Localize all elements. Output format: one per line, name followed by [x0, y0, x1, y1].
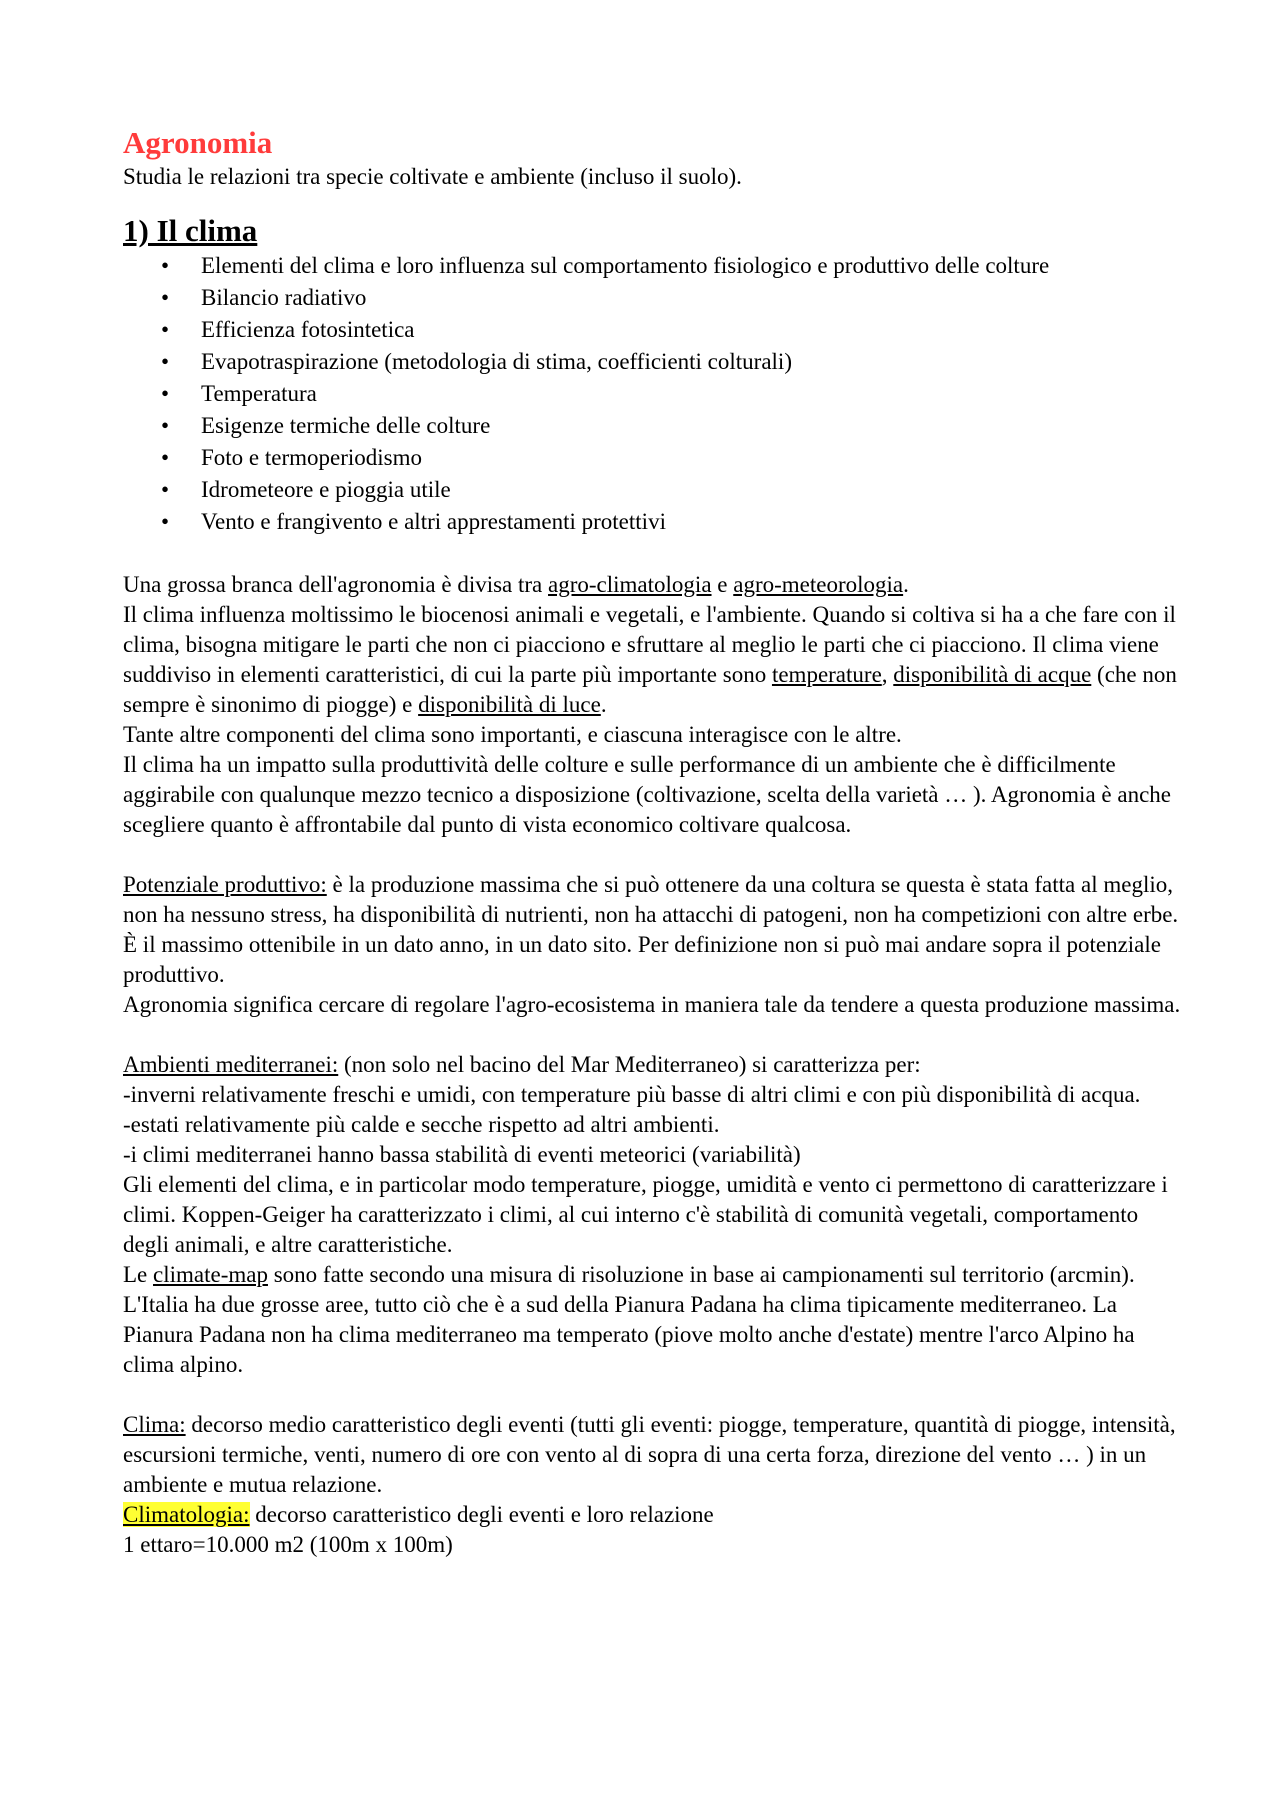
- list-item: • Bilancio radiativo: [123, 282, 1183, 314]
- term-agro-meteorologia: agro-meteorologia: [733, 572, 904, 597]
- term-clima: Clima:: [123, 1412, 186, 1437]
- term-climatologia-highlighted: Climatologia:: [123, 1502, 250, 1527]
- document-subtitle: Studia le relazioni tra specie coltivate e ambiente (incluso il suolo).: [123, 164, 742, 189]
- document-page: [123, 124, 1183, 1560]
- text-line: -inverni relativamente freschi e umidi, con temperature più basse di altri climi e con più disponibilità di acqua.: [123, 1082, 1141, 1107]
- term-disponibilita-luce: disponibilità di luce: [418, 692, 601, 717]
- bullet-icon: •: [161, 413, 170, 438]
- paragraph-clima-influenza: Il clima influenza moltissimo le biocenosi animali e vegetali, e l'ambiente. Quando si coltiva si ha a che fare con il clima, bisogna mitigare le parti che non ci piacciono e sfruttare al meglio le parti che ci piacciono. Il clima viene suddiviso in elementi caratteristici, di cui la parte più importante sono temperature, disponibilità di acque (che non sempre è sinonimo di piogge) e disponibilità di luce.: [123, 602, 1177, 717]
- term-climate-map: climate-map: [153, 1262, 268, 1287]
- list-item: • Vento e frangivento e altri apprestamenti protettivi: [123, 506, 1183, 538]
- paragraph-agronomia-significa: Agronomia significa cercare di regolare l'agro-ecosistema in maniera tale da tendere a questa produzione massima.: [123, 992, 1181, 1017]
- bullet-icon: •: [161, 381, 170, 406]
- document-title: Agronomia: [123, 125, 273, 160]
- bullet-icon: •: [161, 349, 170, 374]
- bullet-icon: •: [161, 477, 170, 502]
- paragraph-mediterranei: Ambienti mediterranei: (non solo nel bacino del Mar Mediterraneo) si caratterizza per:: [123, 1052, 921, 1077]
- paragraph-ettaro: 1 ettaro=10.000 m2 (100m x 100m): [123, 1532, 453, 1557]
- term-ambienti-mediterranei: Ambienti mediterranei:: [123, 1052, 339, 1077]
- term-temperature: temperature: [771, 662, 882, 687]
- list-item: • Idrometeore e pioggia utile: [123, 474, 1183, 506]
- section-heading-clima: 1) Il clima: [123, 213, 258, 248]
- list-item: • Foto e termoperiodismo: [123, 442, 1183, 474]
- paragraph-italia: L'Italia ha due grosse aree, tutto ciò che è a sud della Pianura Padana ha clima tipicamente mediterraneo. La Pianura Padana non ha clima mediterraneo ma temperato (piove molto anche d'estate) mentre l'arco Alpino ha clima alpino.: [123, 1292, 1135, 1377]
- bullet-icon: •: [161, 317, 170, 342]
- text-line: -i climi mediterranei hanno bassa stabilità di eventi meteorici (variabilità): [123, 1142, 801, 1167]
- term-disponibilita-acque: disponibilità di acque: [893, 662, 1092, 687]
- text-line: -estati relativamente più calde e secche rispetto ad altri ambienti.: [123, 1112, 720, 1137]
- list-item: • Evapotraspirazione (metodologia di stima, coefficienti colturali): [123, 346, 1183, 378]
- bullet-icon: •: [161, 509, 170, 534]
- term-agro-climatologia: agro-climatologia: [548, 572, 712, 597]
- text-line: Gli elementi del clima, e in particolar modo temperature, piogge, umidità e vento ci permettono di caratterizzare i climi. Koppen-Geiger ha caratterizzato i climi, al cui interno c'è stabilità di comunità vegetali, comportamento degli animali, e altre caratteristiche.: [123, 1172, 1168, 1257]
- list-item: • Esigenze termiche delle colture: [123, 410, 1183, 442]
- list-item: • Efficienza fotosintetica: [123, 314, 1183, 346]
- clima-topics-list: [123, 250, 1183, 538]
- paragraph-climatologia: Climatologia: decorso caratteristico degli eventi e loro relazione: [123, 1502, 714, 1527]
- paragraph-clima-definizione: Clima: decorso medio caratteristico degli eventi (tutti gli eventi: piogge, temperature, quantità di piogge, intensità, escursioni termiche, venti, numero di ore con vento al di sopra di una certa forza, direzione del vento … ) in un ambiente e mutua relazione.: [123, 1412, 1176, 1497]
- term-potenziale-produttivo: Potenziale produttivo:: [123, 872, 327, 897]
- paragraph-branca: Una grossa branca dell'agronomia è divisa tra agro-climatologia e agro-meteorologia.: [123, 572, 909, 597]
- list-item: • Elementi del clima e loro influenza sul comportamento fisiologico e produttivo delle colture: [123, 250, 1183, 282]
- bullet-icon: •: [161, 445, 170, 470]
- paragraph-impatto: Il clima ha un impatto sulla produttività delle colture e sulle performance di un ambiente che è difficilmente aggirabile con qualunque mezzo tecnico a disposizione (coltivazione, scelta della varietà … ). Agronomia è anche scegliere quanto è affrontabile dal punto di vista economico coltivare qualcosa.: [123, 752, 1171, 837]
- paragraph-potenziale: Potenziale produttivo: è la produzione massima che si può ottenere da una coltura se questa è stata fatta al meglio, non ha nessuno stress, ha disponibilità di nutrienti, non ha attacchi di patogeni, non ha competizioni con altre erbe. È il massimo ottenibile in un dato anno, in un dato sito. Per definizione non si può mai andare sopra il potenziale produttivo.: [123, 872, 1179, 987]
- bullet-icon: •: [161, 285, 170, 310]
- bullet-icon: •: [161, 253, 170, 278]
- paragraph-climate-map: Le climate-map sono fatte secondo una misura di risoluzione in base ai campionamenti sul territorio (arcmin).: [123, 1262, 1135, 1287]
- list-item: • Temperatura: [123, 378, 1183, 410]
- paragraph-componenti: Tante altre componenti del clima sono importanti, e ciascuna interagisce con le altre.: [123, 722, 902, 747]
